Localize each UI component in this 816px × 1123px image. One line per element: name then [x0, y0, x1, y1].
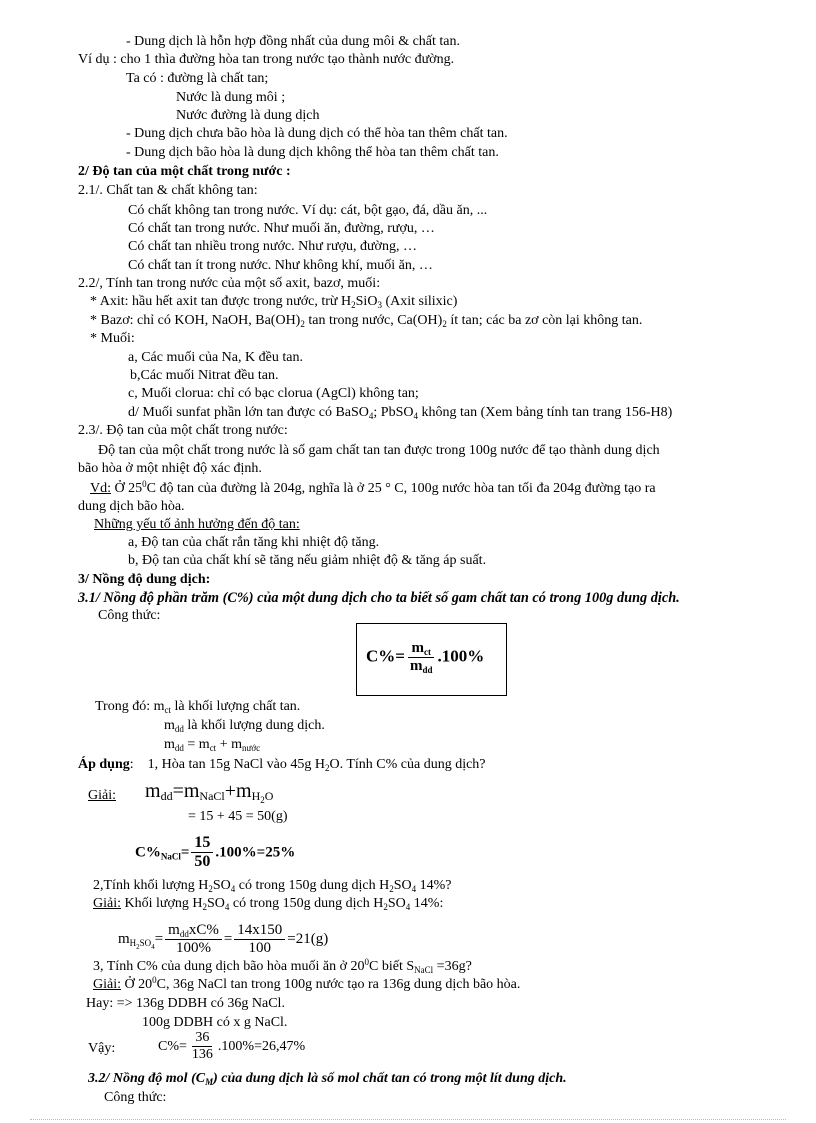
- section-heading: 3/ Nồng độ dung dịch:: [78, 572, 211, 587]
- solution-1-sum: = 15 + 45 = 50(g): [188, 809, 288, 824]
- bazo-line: * Bazơ: chỉ có KOH, NaOH, $Ba(OH)_2$ tan trong nước, $Ca(OH)_2$ ít tan; các ba zơ còn lại không tan.: [90, 313, 643, 329]
- intro-line: - Dung dịch chưa bão hòa là dung dịch có thể hòa tan thêm chất tan.: [126, 126, 508, 141]
- solution-2-text: Giải: Khối lượng $H_2SO_4$ có trong 150g dung dịch $H_2SO_4$ 14%:: [93, 896, 444, 912]
- problem-1: Áp dụng: 1, Hòa tan 15g NaCl vào 45g $H_2O$. Tính C% của dung dịch?: [78, 757, 486, 773]
- list-item: Có chất không tan trong nước. Ví dụ: cát, bột gạo, đá, dầu ăn, ...: [128, 203, 488, 218]
- intro-example: Ví dụ : cho 1 thìa đường hòa tan trong nước tạo thành nước đường.: [78, 52, 455, 67]
- solution-3-step: Hay: => 136g DDBH có 36g NaCl.: [86, 996, 285, 1011]
- axit-line: * Axit: hầu hết axit tan được trong nước, trừ $H_2SiO_3$ (Axit silixic): [90, 294, 458, 310]
- list-item: Có chất tan nhiều trong nước. Như rượu, đường, …: [128, 239, 417, 254]
- formula-legend: $m_{dd} = m_{ct} + m_{nước}$: [164, 737, 261, 753]
- list-item: c, Muối clorua: chỉ có bạc clorua (AgCl) không tan;: [128, 386, 419, 401]
- subsection-heading: 3.1/ Nồng độ phần trăm (C%) của một dung dịch cho ta biết số gam chất tan có trong 100g dung dịch.: [78, 590, 680, 606]
- formula-cpercent: C%= $\frac{m_{ct}}{m_{dd}}$ .100%: [366, 640, 485, 676]
- example-line: Vd: Ở $25^0C$ độ tan của đường là 204g, nghĩa là ở 25 ° C, 100g nước hòa tan tối đa 204g đường tạo ra: [90, 479, 656, 496]
- muoi-label: * Muối:: [90, 331, 135, 346]
- formula-legend: Trong đó: $m_{ct}$ là khối lượng chất tan.: [95, 699, 301, 715]
- list-item: Có chất tan ít trong nước. Như không khí, muối ăn, …: [128, 258, 433, 273]
- problem-3: 3, Tính C% của dung dịch bão hòa muối ăn ở $20^0C$ biết $S_{NaCl} =36g$?: [93, 957, 472, 975]
- subsection-heading: 2.3/. Độ tan của một chất trong nước:: [78, 423, 288, 438]
- problem-2: 2,Tính khối lượng $H_2SO_4$ có trong 150g dung dịch $H_2SO_4$ 14%?: [93, 878, 452, 894]
- subsection-heading: 2.2/, Tính tan trong nước của một số axit, bazơ, muối:: [78, 276, 381, 291]
- solution-3-conclusion: Vậy:: [88, 1041, 116, 1056]
- solution-1-eq: $m_{dd}=m_{NaCl}+m_{H_2O}$: [145, 780, 274, 805]
- solution-2-eq: $m_{H_2SO_4}=$ $\frac{m_{dd}xC\%}{100\%}$ = $\frac{14x150}{100}$ =21(g): [118, 922, 329, 957]
- definition-line: Độ tan của một chất trong nước là số gam chất tan tan được trong 100g nước để tạo thành dung dịch: [98, 443, 660, 458]
- intro-line: Ta có : đường là chất tan;: [126, 71, 269, 86]
- subsection-heading: 2.1/. Chất tan & chất không tan:: [78, 183, 258, 198]
- list-item: a, Độ tan của chất rắn tăng khi nhiệt độ tăng.: [128, 535, 380, 550]
- solution-3-result: C%= $\frac{36}{136}$ .100%=26,47%: [158, 1030, 306, 1063]
- intro-line: - Dung dịch bão hòa là dung dịch không thể hòa tan thêm chất tan.: [126, 145, 499, 160]
- intro-line: Nước đường là dung dịch: [176, 108, 320, 123]
- section-heading: 2/ Độ tan của một chất trong nước :: [78, 164, 291, 179]
- definition-line: bão hòa ở một nhiệt độ xác định.: [78, 461, 262, 476]
- solution-1-result: $C\%_{NaCl}=$ $\frac{15}{50}$ .100%=25%: [135, 834, 296, 871]
- solution-3-text: Giải: Ở $20^0C$, 36g NaCl tan trong 100g nước tạo ra 136g dung dịch bão hòa.: [93, 975, 521, 992]
- list-item: d/ Muối sunfat phần lớn tan được có BaSO$_4$; PbSO$_4$ không tan (Xem bảng tính tan trang 156-H8): [128, 405, 673, 421]
- subsection-heading: 3.2/ Nồng độ mol $(C_M)$ của dung dịch là số mol chất tan có trong một lít dung dịch.: [88, 1071, 567, 1087]
- example-line: dung dịch bão hòa.: [78, 499, 185, 514]
- list-item: b,Các muối Nitrat đều tan.: [130, 368, 279, 383]
- list-item: a, Các muối của Na, K đều tan.: [128, 350, 303, 365]
- list-item: b, Độ tan của chất khí sẽ tăng nếu giảm nhiệt độ & tăng áp suất.: [128, 553, 487, 568]
- list-item: Có chất tan trong nước. Như muối ăn, đường, rượu, …: [128, 221, 435, 236]
- factors-heading: Những yếu tố ảnh hưởng đến độ tan:: [94, 517, 300, 532]
- solution-3-step: 100g DDBH có x g NaCl.: [142, 1015, 288, 1030]
- intro-line: - Dung dịch là hỗn hợp đồng nhất của dung môi & chất tan.: [126, 34, 461, 49]
- solution-label: Giải:: [88, 788, 116, 803]
- formula-legend: $m_{dd}$ là khối lượng dung dịch.: [164, 718, 325, 734]
- intro-line: Nước là dung môi ;: [176, 90, 286, 105]
- formula-label: Công thức:: [98, 608, 161, 623]
- page-bottom-rule: [30, 1119, 786, 1120]
- formula-label: Công thức:: [104, 1090, 167, 1105]
